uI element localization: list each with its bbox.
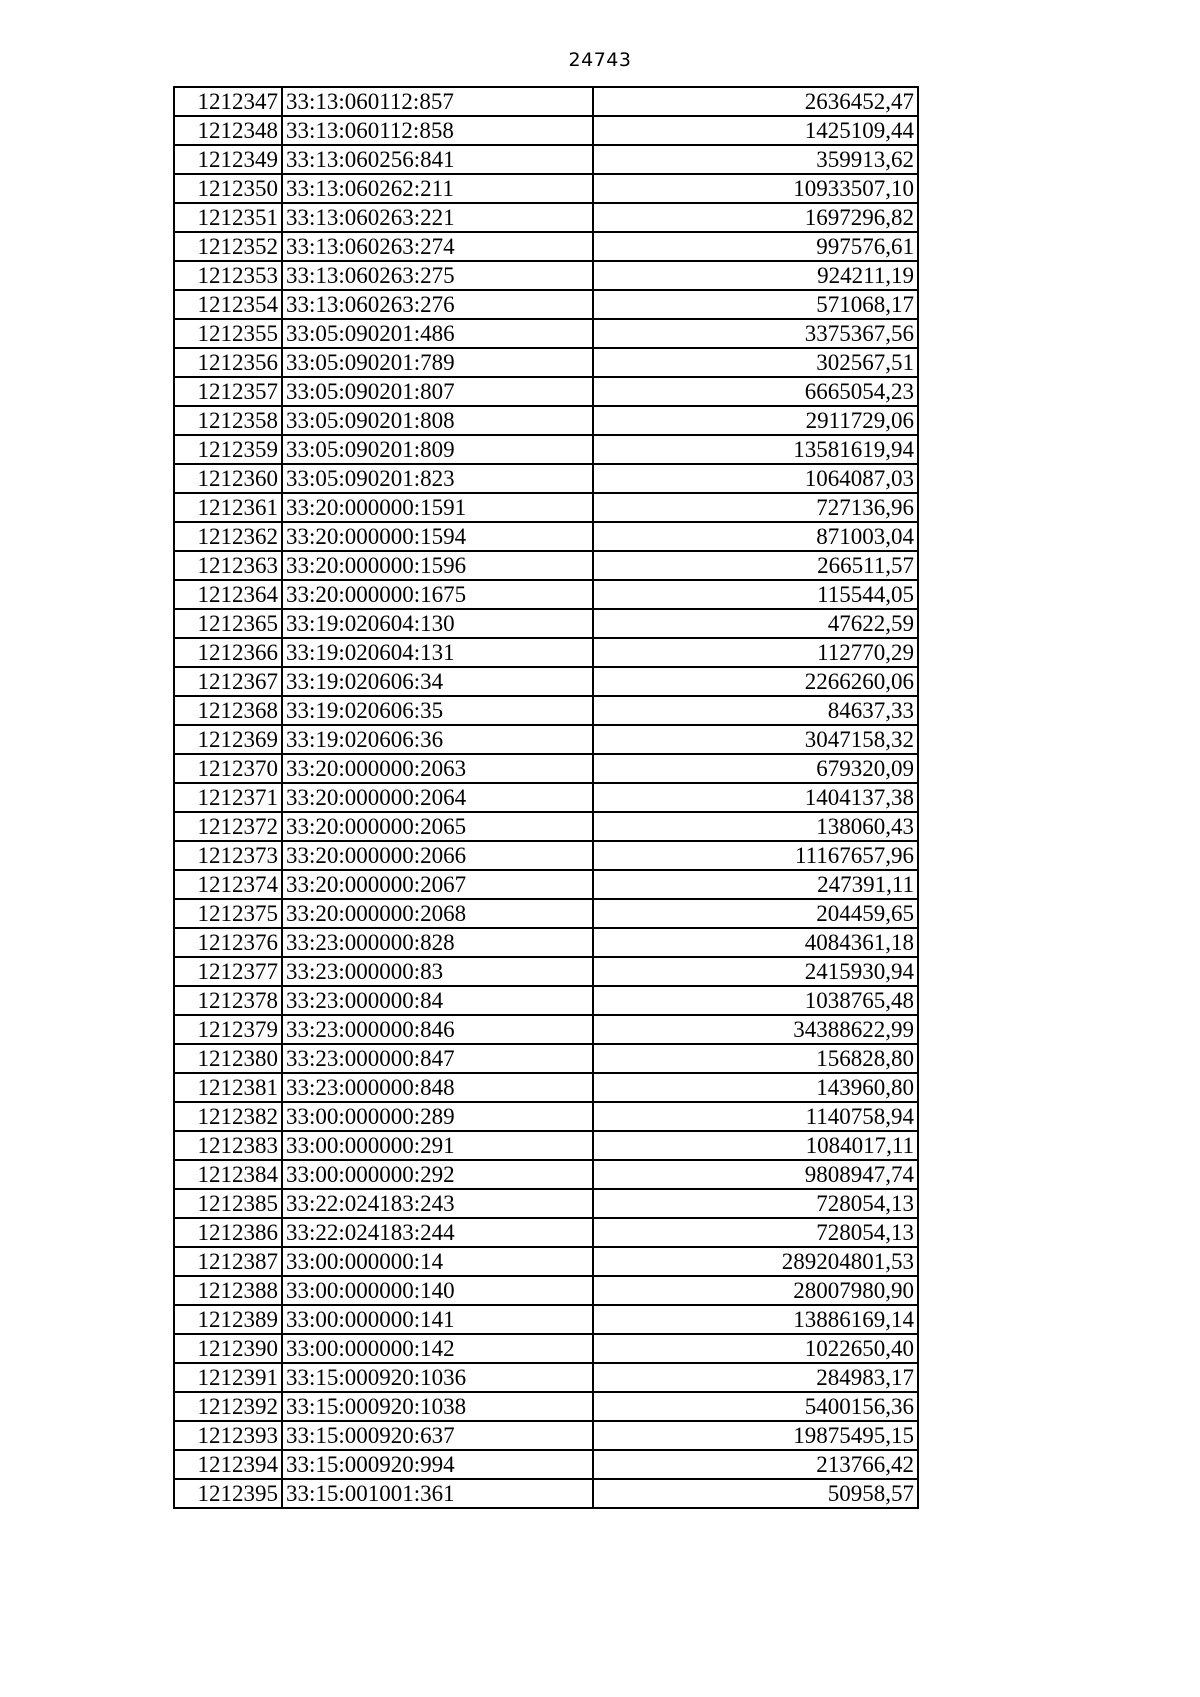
row-id-cell: 1212368 — [174, 696, 282, 725]
cadastral-number-cell: 33:20:000000:1591 — [282, 493, 593, 522]
cadastral-number-cell: 33:13:060263:276 — [282, 290, 593, 319]
row-id-cell: 1212390 — [174, 1334, 282, 1363]
row-id-cell: 1212352 — [174, 232, 282, 261]
table-row — [174, 841, 918, 870]
table-row — [174, 174, 918, 203]
cadastral-value-cell: 3047158,32 — [593, 725, 918, 754]
row-id-cell: 1212359 — [174, 435, 282, 464]
cadastral-value-cell: 727136,96 — [593, 493, 918, 522]
cadastral-value-cell: 115544,05 — [593, 580, 918, 609]
cadastral-number-cell: 33:20:000000:2066 — [282, 841, 593, 870]
cadastral-number-cell: 33:15:001001:361 — [282, 1479, 593, 1508]
cadastral-number-cell: 33:15:000920:1036 — [282, 1363, 593, 1392]
cadastral-number-cell: 33:19:020604:131 — [282, 638, 593, 667]
cadastral-number-cell: 33:00:000000:291 — [282, 1131, 593, 1160]
cadastral-number-cell: 33:05:090201:807 — [282, 377, 593, 406]
cadastral-value-cell: 1022650,40 — [593, 1334, 918, 1363]
row-id-cell: 1212383 — [174, 1131, 282, 1160]
row-id-cell: 1212360 — [174, 464, 282, 493]
table-row — [174, 957, 918, 986]
cadastral-number-cell: 33:19:020606:36 — [282, 725, 593, 754]
cadastral-value-cell: 728054,13 — [593, 1189, 918, 1218]
row-id-cell: 1212353 — [174, 261, 282, 290]
row-id-cell: 1212354 — [174, 290, 282, 319]
cadastral-value-cell: 47622,59 — [593, 609, 918, 638]
cadastral-value-cell: 9808947,74 — [593, 1160, 918, 1189]
row-id-cell: 1212386 — [174, 1218, 282, 1247]
cadastral-value-cell: 247391,11 — [593, 870, 918, 899]
cadastral-value-cell: 11167657,96 — [593, 841, 918, 870]
cadastral-number-cell: 33:23:000000:84 — [282, 986, 593, 1015]
row-id-cell: 1212363 — [174, 551, 282, 580]
table-row — [174, 522, 918, 551]
cadastral-number-cell: 33:20:000000:2064 — [282, 783, 593, 812]
table-row — [174, 406, 918, 435]
cadastral-value-cell: 13886169,14 — [593, 1305, 918, 1334]
cadastral-number-cell: 33:19:020606:34 — [282, 667, 593, 696]
table-row — [174, 928, 918, 957]
row-id-cell: 1212381 — [174, 1073, 282, 1102]
cadastral-value-cell: 28007980,90 — [593, 1276, 918, 1305]
table-row — [174, 667, 918, 696]
cadastral-value-cell: 997576,61 — [593, 232, 918, 261]
cadastral-value-cell: 302567,51 — [593, 348, 918, 377]
cadastral-value-cell: 359913,62 — [593, 145, 918, 174]
row-id-cell: 1212364 — [174, 580, 282, 609]
cadastral-number-cell: 33:00:000000:142 — [282, 1334, 593, 1363]
cadastral-value-cell: 5400156,36 — [593, 1392, 918, 1421]
table-row — [174, 899, 918, 928]
row-id-cell: 1212395 — [174, 1479, 282, 1508]
row-id-cell: 1212382 — [174, 1102, 282, 1131]
cadastral-value-cell: 10933507,10 — [593, 174, 918, 203]
cadastral-value-cell: 143960,80 — [593, 1073, 918, 1102]
row-id-cell: 1212372 — [174, 812, 282, 841]
cadastral-number-cell: 33:13:060263:221 — [282, 203, 593, 232]
row-id-cell: 1212371 — [174, 783, 282, 812]
cadastral-number-cell: 33:22:024183:244 — [282, 1218, 593, 1247]
row-id-cell: 1212362 — [174, 522, 282, 551]
cadastral-value-cell: 2266260,06 — [593, 667, 918, 696]
cadastral-number-cell: 33:05:090201:823 — [282, 464, 593, 493]
table-row — [174, 377, 918, 406]
row-id-cell: 1212365 — [174, 609, 282, 638]
table-row — [174, 870, 918, 899]
cadastral-number-cell: 33:05:090201:789 — [282, 348, 593, 377]
row-id-cell: 1212375 — [174, 899, 282, 928]
cadastral-value-cell: 1084017,11 — [593, 1131, 918, 1160]
cadastral-number-cell: 33:20:000000:2063 — [282, 754, 593, 783]
cadastral-number-cell: 33:05:090201:808 — [282, 406, 593, 435]
cadastral-number-cell: 33:20:000000:2068 — [282, 899, 593, 928]
table-body — [174, 87, 918, 1508]
cadastral-value-cell: 289204801,53 — [593, 1247, 918, 1276]
table-row — [174, 1044, 918, 1073]
cadastral-value-cell: 3375367,56 — [593, 319, 918, 348]
row-id-cell: 1212349 — [174, 145, 282, 174]
cadastral-number-cell: 33:20:000000:1596 — [282, 551, 593, 580]
row-id-cell: 1212351 — [174, 203, 282, 232]
table-row — [174, 319, 918, 348]
row-id-cell: 1212374 — [174, 870, 282, 899]
cadastral-number-cell: 33:00:000000:140 — [282, 1276, 593, 1305]
table-row — [174, 464, 918, 493]
cadastral-number-cell: 33:13:060112:858 — [282, 116, 593, 145]
cadastral-number-cell: 33:15:000920:1038 — [282, 1392, 593, 1421]
table-row — [174, 348, 918, 377]
cadastral-value-cell: 138060,43 — [593, 812, 918, 841]
row-id-cell: 1212356 — [174, 348, 282, 377]
table-row — [174, 1450, 918, 1479]
table-row — [174, 1218, 918, 1247]
cadastral-value-cell: 728054,13 — [593, 1218, 918, 1247]
cadastral-number-cell: 33:20:000000:1594 — [282, 522, 593, 551]
cadastral-number-cell: 33:05:090201:486 — [282, 319, 593, 348]
table-row — [174, 232, 918, 261]
cadastral-value-cell: 6665054,23 — [593, 377, 918, 406]
cadastral-value-cell: 266511,57 — [593, 551, 918, 580]
row-id-cell: 1212391 — [174, 1363, 282, 1392]
cadastral-value-cell: 34388622,99 — [593, 1015, 918, 1044]
cadastral-number-cell: 33:19:020604:130 — [282, 609, 593, 638]
row-id-cell: 1212357 — [174, 377, 282, 406]
cadastral-number-cell: 33:20:000000:2065 — [282, 812, 593, 841]
cadastral-value-cell: 679320,09 — [593, 754, 918, 783]
table-row — [174, 1160, 918, 1189]
row-id-cell: 1212355 — [174, 319, 282, 348]
row-id-cell: 1212388 — [174, 1276, 282, 1305]
row-id-cell: 1212370 — [174, 754, 282, 783]
row-id-cell: 1212393 — [174, 1421, 282, 1450]
cadastral-number-cell: 33:15:000920:994 — [282, 1450, 593, 1479]
row-id-cell: 1212384 — [174, 1160, 282, 1189]
cadastral-value-cell: 2415930,94 — [593, 957, 918, 986]
row-id-cell: 1212379 — [174, 1015, 282, 1044]
row-id-cell: 1212358 — [174, 406, 282, 435]
row-id-cell: 1212387 — [174, 1247, 282, 1276]
cadastral-number-cell: 33:23:000000:846 — [282, 1015, 593, 1044]
cadastral-number-cell: 33:13:060263:275 — [282, 261, 593, 290]
row-id-cell: 1212369 — [174, 725, 282, 754]
page-number: 24743 — [568, 49, 632, 71]
cadastral-value-cell: 1038765,48 — [593, 986, 918, 1015]
cadastral-number-cell: 33:13:060263:274 — [282, 232, 593, 261]
cadastral-number-cell: 33:23:000000:848 — [282, 1073, 593, 1102]
cadastral-number-cell: 33:13:060256:841 — [282, 145, 593, 174]
cadastral-value-cell: 571068,17 — [593, 290, 918, 319]
table-row — [174, 290, 918, 319]
table-row — [174, 638, 918, 667]
cadastral-value-cell: 156828,80 — [593, 1044, 918, 1073]
cadastral-number-cell: 33:00:000000:292 — [282, 1160, 593, 1189]
table-row — [174, 551, 918, 580]
cadastral-number-cell: 33:23:000000:847 — [282, 1044, 593, 1073]
row-id-cell: 1212389 — [174, 1305, 282, 1334]
table-row — [174, 1189, 918, 1218]
row-id-cell: 1212376 — [174, 928, 282, 957]
table-row — [174, 1479, 918, 1508]
cadastral-value-cell: 13581619,94 — [593, 435, 918, 464]
table-row — [174, 116, 918, 145]
row-id-cell: 1212347 — [174, 87, 282, 116]
table-row — [174, 754, 918, 783]
table-row — [174, 261, 918, 290]
row-id-cell: 1212350 — [174, 174, 282, 203]
row-id-cell: 1212380 — [174, 1044, 282, 1073]
table-row — [174, 1276, 918, 1305]
cadastral-value-cell: 2636452,47 — [593, 87, 918, 116]
cadastral-value-cell: 871003,04 — [593, 522, 918, 551]
row-id-cell: 1212385 — [174, 1189, 282, 1218]
table-row — [174, 986, 918, 1015]
table-row — [174, 1131, 918, 1160]
table-row — [174, 1015, 918, 1044]
cadastral-value-cell: 204459,65 — [593, 899, 918, 928]
cadastral-number-cell: 33:19:020606:35 — [282, 696, 593, 725]
cadastral-value-cell: 284983,17 — [593, 1363, 918, 1392]
table-row — [174, 812, 918, 841]
table-row — [174, 1392, 918, 1421]
table-row — [174, 203, 918, 232]
cadastral-number-cell: 33:15:000920:637 — [282, 1421, 593, 1450]
cadastral-value-cell: 2911729,06 — [593, 406, 918, 435]
row-id-cell: 1212378 — [174, 986, 282, 1015]
cadastral-number-cell: 33:23:000000:828 — [282, 928, 593, 957]
cadastral-number-cell: 33:20:000000:1675 — [282, 580, 593, 609]
table-row — [174, 725, 918, 754]
cadastral-value-table — [173, 86, 919, 1509]
table-row — [174, 1421, 918, 1450]
table-row — [174, 493, 918, 522]
table-row — [174, 696, 918, 725]
table-row — [174, 1073, 918, 1102]
table-row — [174, 145, 918, 174]
table-row — [174, 435, 918, 464]
cadastral-number-cell: 33:20:000000:2067 — [282, 870, 593, 899]
cadastral-value-cell: 1064087,03 — [593, 464, 918, 493]
row-id-cell: 1212361 — [174, 493, 282, 522]
cadastral-value-cell: 924211,19 — [593, 261, 918, 290]
row-id-cell: 1212366 — [174, 638, 282, 667]
cadastral-value-cell: 84637,33 — [593, 696, 918, 725]
table-row — [174, 1334, 918, 1363]
table-row — [174, 580, 918, 609]
row-id-cell: 1212367 — [174, 667, 282, 696]
cadastral-number-cell: 33:05:090201:809 — [282, 435, 593, 464]
table-row — [174, 87, 918, 116]
cadastral-value-cell: 1140758,94 — [593, 1102, 918, 1131]
table-row — [174, 1305, 918, 1334]
row-id-cell: 1212392 — [174, 1392, 282, 1421]
cadastral-number-cell: 33:13:060112:857 — [282, 87, 593, 116]
cadastral-number-cell: 33:00:000000:289 — [282, 1102, 593, 1131]
row-id-cell: 1212348 — [174, 116, 282, 145]
cadastral-value-cell: 213766,42 — [593, 1450, 918, 1479]
cadastral-number-cell: 33:00:000000:14 — [282, 1247, 593, 1276]
row-id-cell: 1212377 — [174, 957, 282, 986]
cadastral-value-cell: 1425109,44 — [593, 116, 918, 145]
table-row — [174, 1247, 918, 1276]
row-id-cell: 1212394 — [174, 1450, 282, 1479]
cadastral-value-cell: 4084361,18 — [593, 928, 918, 957]
cadastral-value-cell: 1697296,82 — [593, 203, 918, 232]
table-row — [174, 783, 918, 812]
table-row — [174, 1102, 918, 1131]
table-row — [174, 609, 918, 638]
cadastral-value-cell: 19875495,15 — [593, 1421, 918, 1450]
cadastral-number-cell: 33:23:000000:83 — [282, 957, 593, 986]
table-row — [174, 1363, 918, 1392]
row-id-cell: 1212373 — [174, 841, 282, 870]
cadastral-value-cell: 1404137,38 — [593, 783, 918, 812]
cadastral-number-cell: 33:13:060262:211 — [282, 174, 593, 203]
cadastral-value-cell: 112770,29 — [593, 638, 918, 667]
cadastral-value-cell: 50958,57 — [593, 1479, 918, 1508]
cadastral-number-cell: 33:00:000000:141 — [282, 1305, 593, 1334]
cadastral-number-cell: 33:22:024183:243 — [282, 1189, 593, 1218]
